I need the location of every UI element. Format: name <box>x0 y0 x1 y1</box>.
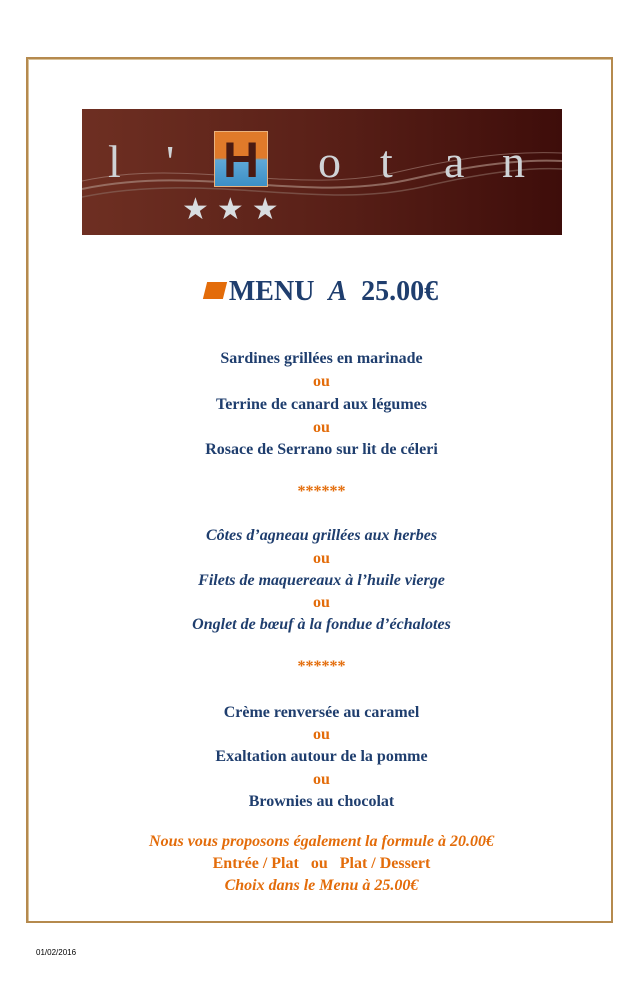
main-course-item: Filets de maquereaux à l’huile vierge <box>198 572 445 589</box>
or-connector: ou <box>313 594 330 611</box>
logo-wordmark <box>82 131 562 191</box>
logo-letter-h: H <box>222 132 260 188</box>
hotel-logo <box>82 109 562 235</box>
formula-note: Choix dans le Menu à 25.00€ <box>224 877 419 894</box>
logo-h-box <box>214 131 268 187</box>
logo-letter-o: o <box>318 136 341 187</box>
main-course-item: Onglet de bœuf à la fondue d’échalotes <box>192 616 451 633</box>
starter-item: Sardines grillées en marinade <box>220 350 423 367</box>
menu-title-a: A <box>328 276 348 307</box>
dessert-item: Exaltation autour de la pomme <box>215 748 428 765</box>
menu-title-price: 25.00€ <box>361 276 439 307</box>
logo-letter-l: l <box>108 136 121 187</box>
logo-letter-apostrophe: ' <box>166 136 175 187</box>
document-date: 01/02/2016 <box>36 948 77 957</box>
logo-letter-a: a <box>444 136 465 187</box>
dessert-item: Brownies au chocolat <box>248 793 395 810</box>
menu-title-prefix: MENU <box>228 276 315 307</box>
section-separator: ****** <box>297 658 346 675</box>
orange-marker-icon <box>203 282 227 299</box>
logo-letter-n: n <box>502 136 525 187</box>
formula-options: Entrée / Plat ou Plat / Dessert <box>212 855 431 872</box>
starter-item: Rosace de Serrano sur lit de céleri <box>205 441 438 458</box>
or-connector: ou <box>313 771 330 788</box>
or-connector: ou <box>313 373 330 390</box>
starter-item: Terrine de canard aux légumes <box>216 396 427 413</box>
logo-letter-t: t <box>380 136 393 187</box>
formula-offer: Nous vous proposons également la formule à 20.00€ <box>149 833 494 850</box>
or-connector: ou <box>313 726 330 743</box>
dessert-item: Crème renversée au caramel <box>223 704 420 721</box>
or-connector: ou <box>313 550 330 567</box>
main-course-item: Côtes d’agneau grillées aux herbes <box>205 527 438 544</box>
or-connector: ou <box>313 419 330 436</box>
star-rating-icon: ★★★ <box>182 192 287 227</box>
menu-title <box>0 276 643 308</box>
section-separator: ****** <box>297 483 346 500</box>
